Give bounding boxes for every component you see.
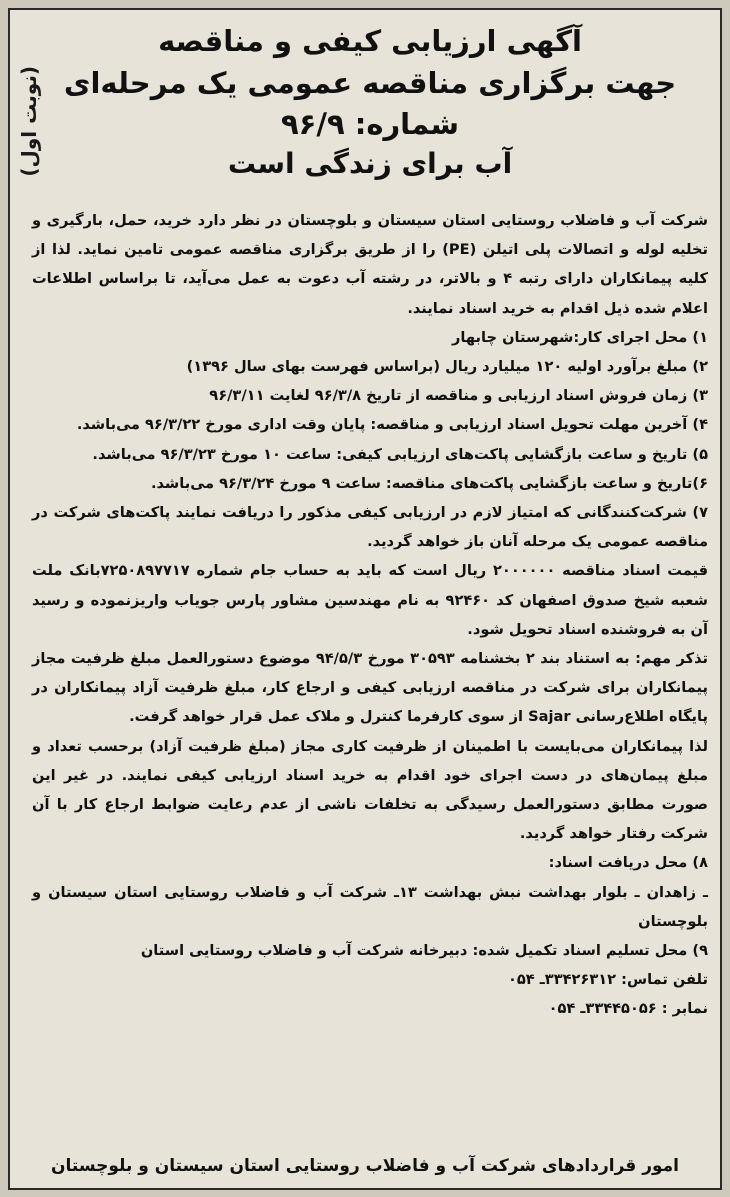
- slogan: آب برای زندگی است: [227, 147, 513, 180]
- item-quality-opening: ۵) تاریخ و ساعت بازگشایی پاکت‌های ارزیابی کیفی: ساعت ۱۰ مورخ ۹۶/۳/۲۳ می‌باشد.: [92, 445, 708, 463]
- item-submit-location: ۹) محل تسلیم اسناد تکمیل شده: دبیرخانه شرکت آب و فاضلاب روستایی استان: [140, 942, 708, 960]
- item-location: ۱) محل اجرای کار:شهرستان چابهار: [452, 328, 708, 346]
- receive-address: ـ زاهدان ـ بلوار بهداشت نبش بهداشت ۱۳ـ شرکت آب و فاضلاب روستایی استان سیستان و بلوچستان: [32, 883, 709, 930]
- notice-body: [32, 206, 708, 1024]
- important-note-paragraph: تذکر مهم: به استناد بند ۲ بخشنامه ۳۰۵۹۳ مورخ ۹۴/۵/۳ موضوع دستورالعمل مبلغ ظرفیت مجاز پیمانکاران برای شرکت در مناقصه ارزیابی کیفی و ارجاع کار، مبلغ ظرفیت آزاد پیمانکاران در پایگاه اطلاع‌رسانی Sajar از سوی کارفرما کنترل و ملاک عمل قرار خواهد گرفت.: [32, 650, 708, 726]
- notice-footer: امور قراردادهای شرکت آب و فاضلاب روستایی استان سیستان و بلوچستان: [51, 1156, 679, 1176]
- tender-number: شماره: ۹۶/۹: [280, 107, 460, 141]
- item-deadline: ۴) آخرین مهلت تحویل اسناد ارزیابی و مناقصه: پایان وقت اداری مورخ ۹۶/۳/۲۲ می‌باشد.: [76, 416, 708, 434]
- intro-paragraph: شرکت آب و فاضلاب روستایی استان سیستان و بلوچستان در نظر دارد خرید، حمل، بارگیری و تخلیه لوله و اتصالات پلی اتیلن (PE) را از طریق برگزاری مناقصه عمومی تامین نماید. لذا از کلیه پیمانکاران دارای رتبه ۴ و بالاتر، در رشته آب دعوت به عمل می‌آید، تا براساس اطلاعات اعلام شده ذیل اقدام به خرید اسناد نمایند.: [32, 212, 708, 317]
- publication-round-stamp: [12, 46, 46, 196]
- notice-subtitle: جهت برگزاری مناقصه عمومی یک مرحله‌ای: [63, 66, 677, 100]
- stamp-text: (نوبت اول): [17, 65, 41, 177]
- phone-number: تلفن تماس: ۳۳۴۲۶۳۱۲ـ ۰۵۴: [507, 971, 708, 989]
- fax-number: نمابر : ۳۳۴۴۵۰۵۶ـ ۰۵۴: [548, 1000, 708, 1018]
- item-qualified-bidders: ۷) شرکت‌کنندگانی که امتیاز لازم در ارزیابی کیفی مذکور را دریافت نمایند پاکت‌های شرکت در مناقصه عمومی یک مرحله آنان باز خواهد گردید.: [32, 504, 708, 551]
- notice-title: آگهی ارزیابی کیفی و مناقصه: [158, 24, 582, 58]
- item-sale-period: ۳) زمان فروش اسناد ارزیابی و مناقصه از تاریخ ۹۶/۳/۸ لغایت ۹۶/۳/۱۱: [209, 387, 708, 405]
- notice-header: [50, 20, 690, 184]
- item-tender-opening: ۶)تاریخ و ساعت بازگشایی پاکت‌های مناقصه: ساعت ۹ مورخ ۹۶/۳/۲۴ می‌باشد.: [150, 474, 708, 492]
- document-price-paragraph: قیمت اسناد مناقصه ۲۰۰۰۰۰۰ ریال است که باید به حساب جام شماره ۷۲۵۰۸۹۷۷۱۷بانک ملت شعبه شیخ صدوق اصفهان کد ۹۲۴۶۰ به نام مهندسین مشاور پارس جویاب واریزنموده و رسید آن به فروشنده اسناد تحویل شود.: [32, 562, 709, 638]
- notice-page: [8, 8, 722, 1190]
- item-receive-location-label: ۸) محل دریافت اسناد:: [548, 854, 708, 872]
- item-estimate: ۲) مبلغ برآورد اولیه ۱۲۰ میلیارد ریال (براساس فهرست بهای سال ۱۳۹۶): [186, 358, 708, 376]
- capacity-note-paragraph: لذا پیمانکاران می‌بایست با اطمینان از ظرفیت کاری مجاز (مبلغ ظرفیت آزاد) برحسب تعداد و مبلغ پیمان‌های در دست اجرای خود اقدام به خرید اسناد ارزیابی کیفی نمایند. در غیر این صورت مطابق دستورالعمل رسیدگی به تخلفات ناشی از عدم رعایت ضوابط ارجاع کار با آن شرکت رفتار خواهد گردید.: [32, 737, 708, 843]
